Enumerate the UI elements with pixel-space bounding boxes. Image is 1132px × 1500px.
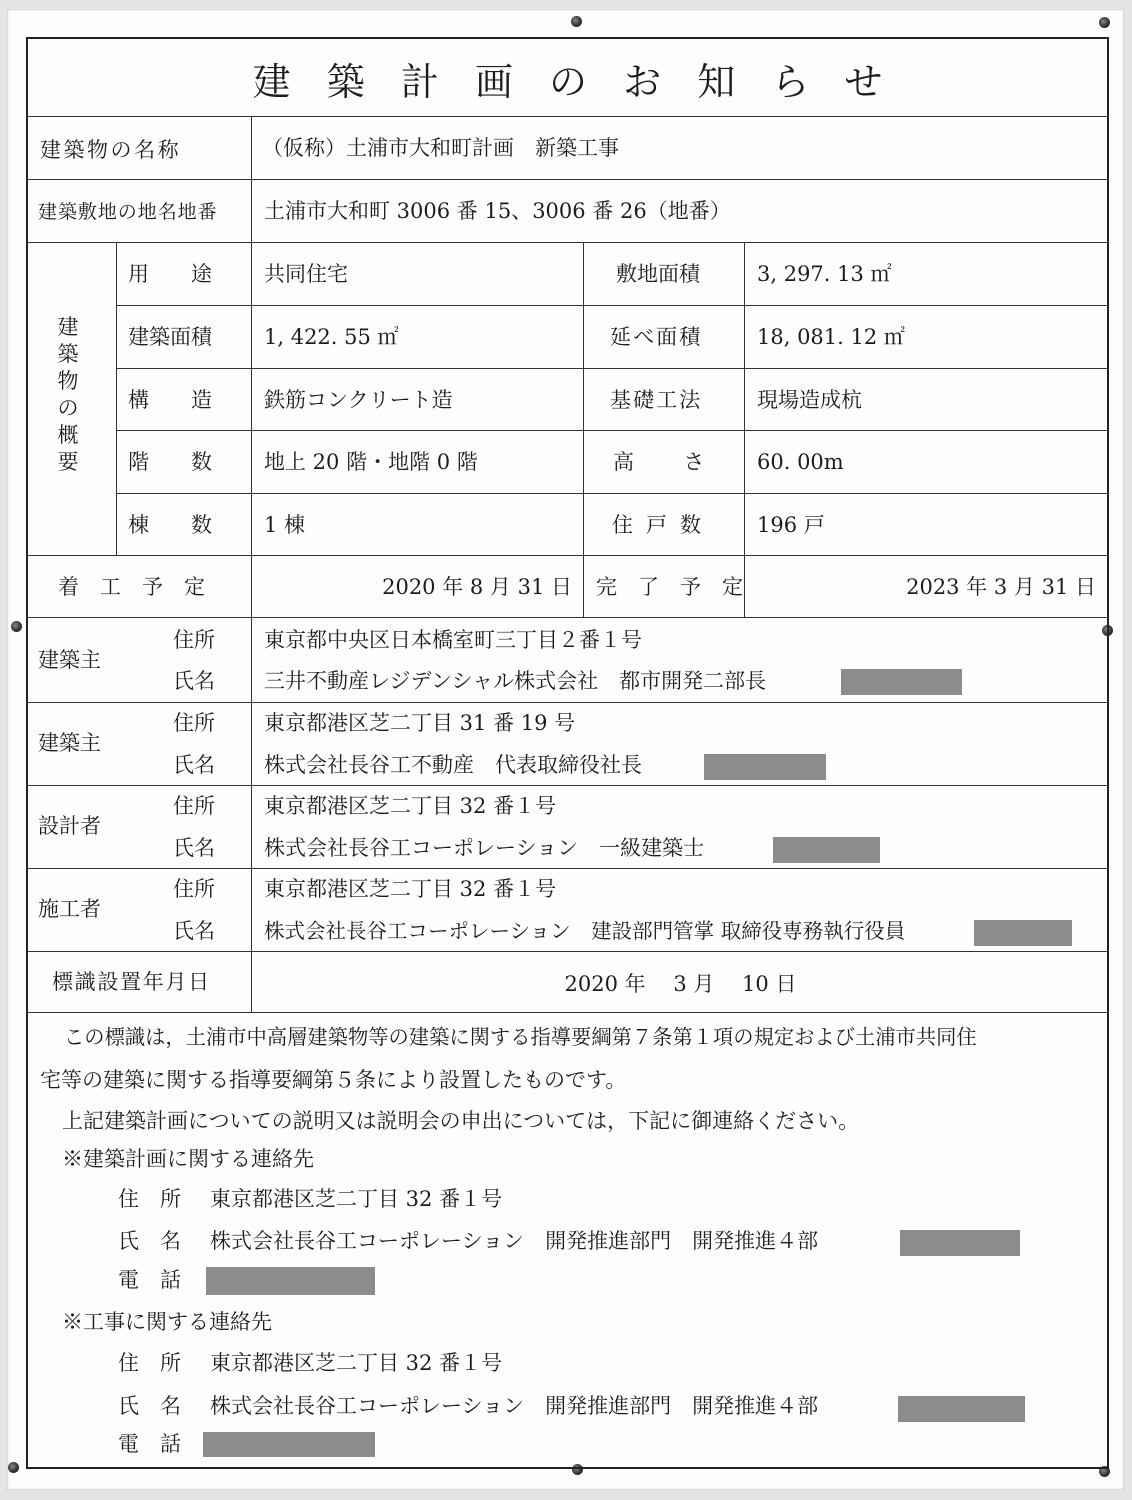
contact2-name-label: 氏 名 [118,1394,181,1418]
start-label: 着 工 予 定 [58,575,205,599]
contact2-name: 株式会社長谷工コーポレーション 開発推進部門 開発推進４部 [210,1394,819,1418]
floor-area-label: 延べ面積 [610,325,703,349]
owner-role: 建築主 [38,648,101,672]
name-value: （仮称）土浦市大和町計画 新築工事 [262,136,619,160]
buildings-value: 1 棟 [264,513,306,537]
redaction-bar [898,1396,1025,1422]
owner-name: 三井不動産レジデンシャル株式会社 都市開発二部長 [264,669,767,693]
contact1-heading: ※建築計画に関する連絡先 [62,1147,314,1171]
structure-label: 構 造 [128,388,212,412]
sign-date-label: 標識設置年月日 [52,970,211,994]
contact1-address: 東京都港区芝二丁目 32 番１号 [210,1187,503,1211]
owner-address: 東京都中央区日本橋室町三丁目２番１号 [264,628,642,652]
structure-value: 鉄筋コンクリート造 [264,388,453,412]
finish-value: 2023 年 3 月 31 日 [906,575,1096,599]
owner-name-label: 氏名 [173,669,215,693]
site-area-label: 敷地面積 [616,262,700,286]
foundation-value: 現場造成杭 [757,388,862,412]
site-area-value: 3, 297. 13 ㎡ [757,262,892,286]
contractor-role: 施工者 [38,897,101,921]
floors-label: 階 数 [128,450,212,474]
contact1-name: 株式会社長谷工コーポレーション 開発推進部門 開発推進４部 [210,1229,819,1253]
units-value: 196 戸 [757,513,825,537]
redaction-bar [773,837,880,863]
screw-icon [11,621,22,632]
height-label: 高 さ [613,450,708,474]
designer-name-label: 氏名 [173,836,215,860]
designer-address: 東京都港区芝二丁目 32 番１号 [264,794,557,818]
redaction-bar [900,1230,1020,1256]
owner2-address: 東京都港区芝二丁目 31 番 19 号 [264,711,576,735]
floors-value: 地上 20 階・地階 0 階 [264,450,478,474]
redaction-bar [206,1267,375,1295]
notice-line-2: 宅等の建築に関する指導要綱第５条により設置したものです。 [40,1068,627,1092]
site-label: 建築敷地の地名地番 [38,201,218,223]
contact2-address-label: 住 所 [118,1351,181,1375]
contact2-address: 東京都港区芝二丁目 32 番１号 [210,1351,503,1375]
start-value: 2020 年 8 月 31 日 [382,575,572,599]
contractor-name: 株式会社長谷工コーポレーション 建設部門管掌 取締役専務執行役員 [264,919,906,943]
contact1-address-label: 住 所 [118,1187,181,1211]
finish-label: 完 了 予 定 [596,575,743,599]
use-value: 共同住宅 [264,262,348,286]
notice-line-1: この標識は，土浦市中高層建築物等の建築に関する指導要綱第７条第１項の規定および土浦市共同住 [64,1025,977,1049]
designer-address-label: 住所 [173,794,215,818]
floor-area-value: 18, 081. 12 ㎡ [757,325,905,349]
height-value: 60. 00m [757,450,844,474]
redaction-bar [974,920,1072,946]
screw-icon [1099,17,1110,28]
designer-role: 設計者 [38,814,101,838]
buildings-label: 棟 数 [128,513,212,537]
contact1-name-label: 氏 名 [118,1229,181,1253]
redaction-bar [203,1432,375,1457]
redaction-bar [841,669,962,695]
contact2-phone-label: 電 話 [118,1432,181,1456]
owner2-address-label: 住所 [173,711,215,735]
building-area-value: 1, 422. 55 ㎡ [264,325,399,349]
contractor-name-label: 氏名 [173,919,215,943]
overview-label: 建 築 物 の 概 要 [57,315,79,474]
units-label: 住 戸 数 [612,513,705,537]
building-area-label: 建築面積 [128,325,212,349]
owner2-name-label: 氏名 [173,753,215,777]
site-value: 土浦市大和町 3006 番 15、3006 番 26（地番） [264,199,731,223]
sign-date-value: 2020 年 3 月 10 日 [564,972,797,996]
screw-icon [571,16,582,27]
owner2-name: 株式会社長谷工不動産 代表取締役社長 [264,753,642,777]
contractor-address: 東京都港区芝二丁目 32 番１号 [264,877,557,901]
use-label: 用 途 [128,262,212,286]
redaction-bar [704,754,826,780]
foundation-label: 基礎工法 [610,388,703,412]
owner2-role: 建築主 [38,731,101,755]
designer-name: 株式会社長谷工コーポレーション 一級建築士 [264,836,705,860]
owner-address-label: 住所 [173,628,215,652]
screw-icon [8,1462,19,1473]
contact2-heading: ※工事に関する連絡先 [62,1310,272,1334]
notice-line-3: 上記建築計画についての説明又は説明会の申出については，下記に御連絡ください。 [62,1109,860,1133]
name-label: 建築物の名称 [40,138,182,162]
contact1-phone-label: 電 話 [118,1268,181,1292]
contractor-address-label: 住所 [173,877,215,901]
page-title: 建築計画のお知らせ [252,59,919,104]
